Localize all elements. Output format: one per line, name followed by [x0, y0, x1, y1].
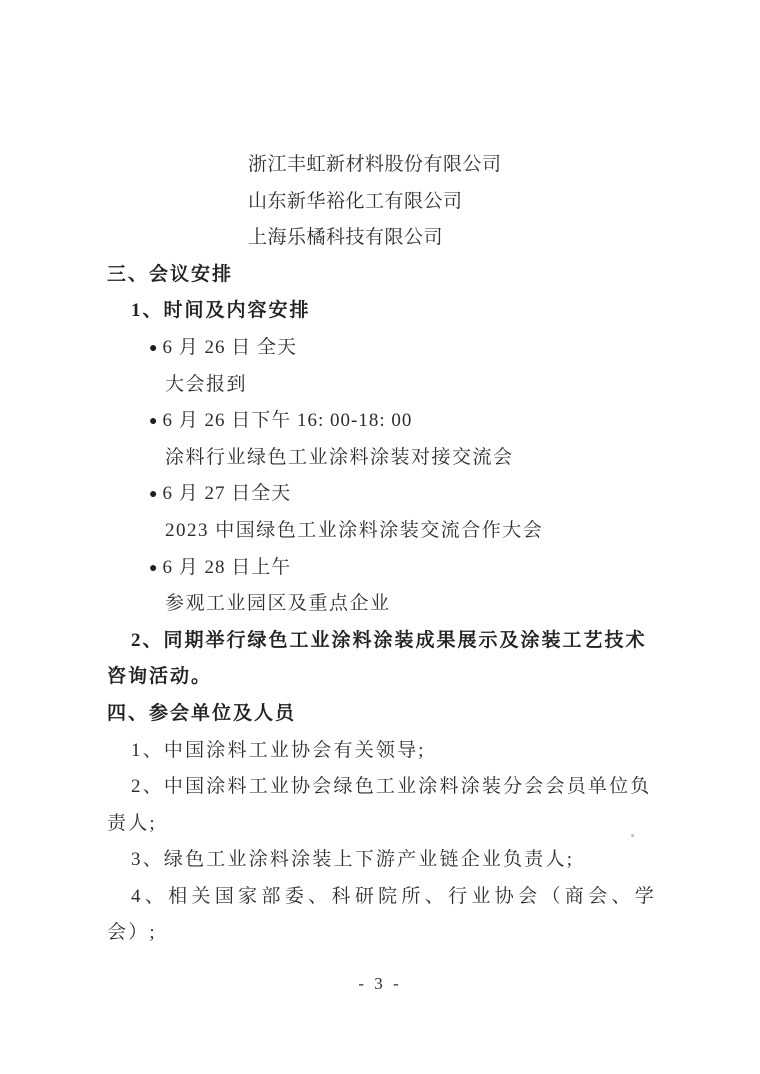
text-line: 4、相关国家部委、科研院所、行业协会（商会、学: [131, 885, 656, 907]
bullet-icon: ●: [149, 560, 159, 576]
scan-speck-artifact: [631, 834, 634, 837]
text-line: 三、会议安排: [107, 263, 234, 285]
text-line: ● 6 月 26 日 全天: [149, 330, 656, 367]
text-line: 山东新华裕化工有限公司: [248, 190, 463, 212]
text-line: 2023 中国绿色工业涂料涂装交流合作大会: [165, 519, 544, 541]
text-line: 浙江丰虹新材料股份有限公司: [248, 154, 502, 175]
bullet-icon: ●: [149, 414, 159, 430]
text-line: 大会报到: [165, 373, 248, 395]
bullet-icon: ●: [149, 340, 159, 356]
text-line: ● 6 月 28 日上午: [149, 550, 656, 587]
text-line: 上海乐橘科技有限公司: [248, 227, 444, 249]
text-line: 1、时间及内容安排: [131, 300, 311, 322]
text-line: ● 6 月 26 日下午 16: 00-18: 00: [149, 403, 656, 440]
text-line: 2、同期举行绿色工业涂料涂装成果展示及涂装工艺技术: [131, 629, 647, 651]
text-line: 2、中国涂料工业协会绿色工业涂料涂装分会会员单位负: [131, 776, 652, 798]
text-line: 参观工业园区及重点企业: [165, 593, 391, 615]
text-line: 会）;: [107, 922, 157, 944]
text-line: 四、参会单位及人员: [107, 702, 297, 724]
bullet-icon: ●: [149, 487, 159, 503]
document-body: [107, 147, 656, 952]
page-number: - 3 -: [358, 974, 402, 993]
text-line: 1、中国涂料工业协会有关领导;: [131, 739, 426, 761]
text-line: 涂料行业绿色工业涂料涂装对接交流会: [165, 446, 514, 468]
text-line: 咨询活动。: [107, 666, 213, 688]
text-line: 3、绿色工业涂料涂装上下游产业链企业负责人;: [131, 849, 575, 871]
text-line: 责人;: [107, 812, 157, 834]
text-line: ● 6 月 27 日全天: [149, 476, 656, 513]
